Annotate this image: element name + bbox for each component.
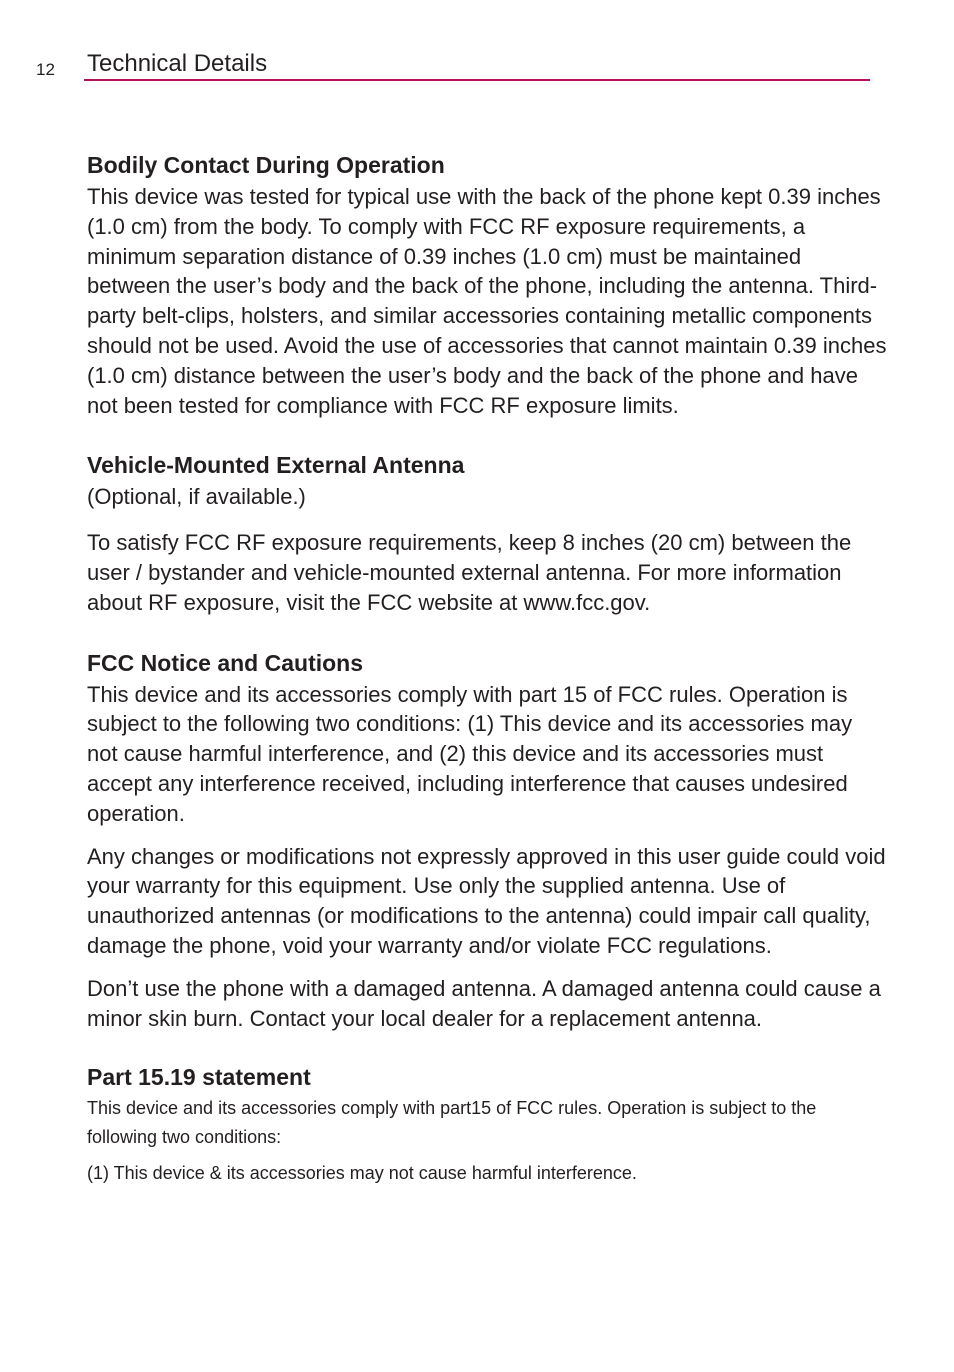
paragraph: Any changes or modifications not expressly approved in this user guide could void your warranty for this equipment. Use only the supplied antenna. Use of unauthorized antennas (or modifications to the antenna) could impair call quality, damage the phone, void your warranty and/or violate FCC regulations.: [87, 843, 886, 958]
paragraph: (Optional, if available.): [87, 484, 306, 510]
paragraph: To satisfy FCC RF exposure requirements, keep 8 inches (20 cm) between the user / bystander and vehicle-mounted external antenna. For more information about RF exposure, visit the FCC website at www.fcc.gov.: [87, 530, 852, 615]
paragraph: This device was tested for typical use with the back of the phone kept 0.39 inches (1.0 cm) from the body. To comply with FCC RF exposure requirements, a minimum separation distance of 0.39 inches (1.0 cm) must be maintained between the user’s body and the back of the phone, including the antenna. Third-party belt-clips, holsters, and similar accessories containing metallic components should not be used. Avoid the use of accessories that cannot maintain 0.39 inches (1.0 cm) distance between the user’s body and the back of the phone and have not been tested for compliance with FCC RF exposure limits.: [87, 184, 887, 418]
section-vehicle-antenna: [87, 448, 887, 617]
header-divider: [84, 79, 870, 81]
section-title: Technical Details: [87, 50, 268, 77]
section-fcc-notice: [87, 646, 887, 1034]
page-content: [87, 148, 887, 1188]
section-bodily-contact: [87, 148, 887, 420]
section-part-15-19: [87, 1060, 887, 1188]
paragraph: This device and its accessories comply with part 15 of FCC rules. Operation is subject to the following two conditions: (1) This device and its accessories may not cause harmful interference, and (2) this device and its accessories must accept any interference received, including interference that causes undesired operation.: [87, 681, 853, 826]
paragraph: (1) This device & its accessories may not cause harmful interference.: [87, 1163, 637, 1184]
heading-vehicle-antenna: Vehicle-Mounted External Antenna: [87, 452, 465, 479]
heading-bodily-contact: Bodily Contact During Operation: [87, 152, 445, 178]
page-header: [0, 48, 954, 84]
heading-fcc-notice: FCC Notice and Cautions: [87, 649, 364, 676]
page-number: 12: [36, 60, 55, 79]
heading-part-15-19: Part 15.19 statement: [87, 1064, 311, 1091]
paragraph: This device and its accessories comply with part15 of FCC rules. Operation is subject to the following two conditions:: [87, 1098, 817, 1148]
paragraph: Don’t use the phone with a damaged antenna. A damaged antenna could cause a minor skin burn. Contact your local dealer for a replacement antenna.: [87, 975, 881, 1031]
